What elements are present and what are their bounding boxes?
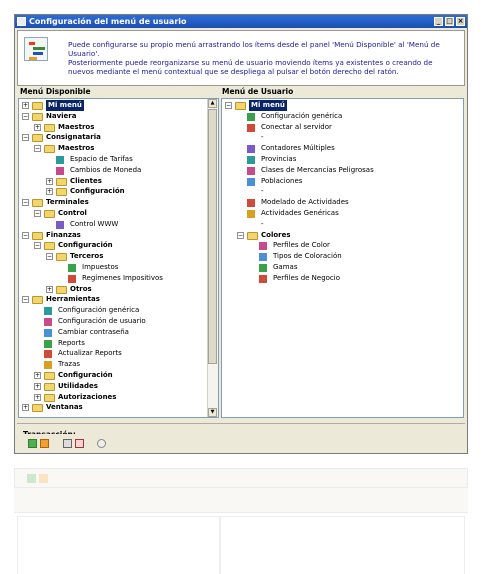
menu-item-icon xyxy=(68,264,76,272)
folder-icon xyxy=(44,394,55,402)
tree-item-label: Clases de Mercancías Peligrosas xyxy=(261,165,374,174)
menu-item-icon xyxy=(44,340,52,348)
tree-item-label: Contadores Múltiples xyxy=(261,144,335,153)
left-panel-title: Menú Disponible xyxy=(20,87,91,96)
tree-item-label: Configuración xyxy=(58,371,113,379)
expand-icon[interactable]: + xyxy=(35,393,41,401)
tree-item-label: Mi menú xyxy=(251,101,285,109)
expand-icon[interactable]: + xyxy=(47,285,53,293)
folder-icon xyxy=(32,296,43,304)
menu-item-icon xyxy=(259,242,267,250)
accept-icon[interactable] xyxy=(28,439,37,448)
tree-item-label: Ventanas xyxy=(46,403,83,412)
folder-icon xyxy=(44,383,55,391)
menu-item-icon xyxy=(44,318,52,326)
help-icon[interactable] xyxy=(97,439,106,448)
info-line-2: Posteriormente puede reorganizarse su menú de usuario moviendo ítems ya existentes o creando de nuevos mediante el menú contextual que se despliega al pulsar el botón derecho del ratón. xyxy=(68,58,433,76)
collapse-icon[interactable]: − xyxy=(238,231,244,239)
tree-item-label: Modelado de Actividades xyxy=(261,198,349,207)
bottom-toolbar xyxy=(14,434,468,454)
collapse-icon[interactable]: − xyxy=(23,112,29,120)
menu-item-icon xyxy=(247,145,255,153)
cancel-icon[interactable] xyxy=(40,439,49,448)
folder-icon xyxy=(44,145,55,153)
user-menu-tree[interactable] xyxy=(221,98,464,418)
collapse-icon[interactable]: − xyxy=(35,242,41,250)
folder-icon xyxy=(247,232,258,240)
info-panel xyxy=(17,30,465,86)
scroll-up-button[interactable]: ▲ xyxy=(208,99,217,108)
menu-item-icon xyxy=(247,124,255,132)
config-window xyxy=(14,14,468,454)
folder-icon xyxy=(32,134,43,142)
expand-icon[interactable]: + xyxy=(35,372,41,379)
tree-item-label: Autorizaciones xyxy=(58,392,117,401)
folder-icon xyxy=(44,242,55,250)
tree-item-label: - xyxy=(261,219,264,228)
folder-icon xyxy=(56,188,67,196)
menu-item-icon xyxy=(247,156,255,164)
scroll-thumb[interactable] xyxy=(208,109,217,364)
tree-item-label: Actualizar Reports xyxy=(58,349,122,358)
tree-item-label: Tipos de Coloración xyxy=(273,252,342,261)
tree-item-label: Control xyxy=(58,209,87,217)
tree-item-label: Utilidades xyxy=(58,381,98,390)
folder-icon xyxy=(32,404,43,412)
menu-item-icon xyxy=(56,221,64,229)
tree-item-label: Reports xyxy=(58,338,85,347)
tree-item-label: Provincias xyxy=(261,155,297,163)
folder-icon xyxy=(44,210,55,218)
tree-item-label: Clientes xyxy=(70,176,102,185)
menu-item-icon xyxy=(259,275,267,283)
menu-item-icon xyxy=(68,275,76,283)
available-menu-tree[interactable] xyxy=(18,98,219,418)
info-line-1: Puede configurarse su propio menú arrastrando los ítems desde el panel 'Menú Disponible' al 'Menú de Usuario'. xyxy=(68,40,440,58)
title-bar xyxy=(15,15,467,28)
tree-item-label: Otros xyxy=(70,284,92,293)
refresh-icon[interactable] xyxy=(63,439,72,448)
collapse-icon[interactable]: − xyxy=(23,199,29,207)
tree-item-label: Terminales xyxy=(46,198,89,207)
expand-icon[interactable]: + xyxy=(35,382,41,390)
tree-item-label: Maestros xyxy=(58,122,95,131)
menu-item-icon xyxy=(247,178,255,186)
tree-item-label: Configuración xyxy=(70,187,125,196)
right-panel-title: Menú de Usuario xyxy=(222,87,294,96)
folder-icon xyxy=(56,286,67,294)
tree-item-label: Gamas xyxy=(273,263,298,271)
tree-item-label: - xyxy=(261,187,264,196)
folder-icon xyxy=(32,102,43,110)
tree-item-label: Maestros xyxy=(58,144,95,153)
tree-item-label: Terceros xyxy=(70,252,104,261)
folder-icon xyxy=(56,253,67,261)
folder-icon xyxy=(56,178,67,186)
folder-icon xyxy=(32,199,43,207)
folder-icon xyxy=(32,232,43,240)
menu-item-icon xyxy=(44,329,52,337)
delete-icon[interactable] xyxy=(75,439,84,448)
folder-icon xyxy=(235,102,246,110)
collapse-icon[interactable]: − xyxy=(35,145,41,153)
expand-icon[interactable]: + xyxy=(23,404,29,412)
menu-item-icon xyxy=(247,167,255,175)
expand-icon[interactable]: + xyxy=(35,123,41,131)
collapse-icon[interactable]: − xyxy=(226,102,232,109)
tree-item-label: Control WWW xyxy=(70,219,119,228)
tree-item-label: Configuración de usuario xyxy=(58,317,146,325)
folder-icon xyxy=(32,113,43,121)
menu-item-icon xyxy=(44,361,52,369)
menu-config-icon xyxy=(24,37,48,61)
tree-item-label: Actividades Genéricas xyxy=(261,209,339,217)
tree-item-label: Perfiles de Negocio xyxy=(273,273,341,282)
tree-item-label: Conectar al servidor xyxy=(261,122,332,131)
expand-icon[interactable]: + xyxy=(47,188,53,196)
window-reflection xyxy=(14,468,468,574)
collapse-icon[interactable]: − xyxy=(23,231,29,239)
tree-item-label: Configuración genérica xyxy=(261,111,343,120)
expand-icon[interactable]: + xyxy=(47,177,53,185)
tree-item-label: - xyxy=(261,133,264,142)
tree-item-label: Trazas xyxy=(58,360,81,369)
tree-item-label: Perfiles de Color xyxy=(273,241,330,250)
tree-item-label: Regímenes Impositivos xyxy=(82,273,163,282)
menu-item-icon xyxy=(259,253,267,261)
close-button[interactable]: × xyxy=(457,17,464,25)
tree-item-label: Mi menú xyxy=(48,101,82,109)
tree-item-label: Finanzas xyxy=(46,230,81,239)
minimize-button[interactable]: _ xyxy=(434,17,443,26)
vertical-scrollbar[interactable] xyxy=(207,99,218,417)
tree-item-label: Consignataria xyxy=(46,133,101,142)
maximize-button[interactable]: □ xyxy=(446,17,453,25)
menu-item-icon xyxy=(259,264,267,272)
collapse-icon[interactable]: − xyxy=(23,134,29,142)
folder-icon xyxy=(44,124,55,132)
expand-icon[interactable]: + xyxy=(23,102,29,109)
tree-item-label: Colores xyxy=(261,230,291,239)
tree-item-label: Configuración genérica xyxy=(58,306,140,315)
collapse-icon[interactable]: − xyxy=(35,210,41,217)
menu-item-icon xyxy=(56,156,64,164)
tree-item-label: Naviera xyxy=(46,111,77,120)
menu-item-icon xyxy=(44,350,52,358)
tree-item-label: Herramientas xyxy=(46,295,100,304)
tree-item-label: Impuestos xyxy=(82,263,119,271)
tree-item-label: Cambios de Moneda xyxy=(70,165,142,174)
scroll-down-button[interactable]: ▼ xyxy=(208,408,217,417)
menu-item-icon xyxy=(247,210,255,218)
menu-item-icon xyxy=(247,199,255,207)
collapse-icon[interactable]: − xyxy=(23,296,29,304)
menu-item-icon xyxy=(247,113,255,121)
tree-item-label: Poblaciones xyxy=(261,176,303,185)
tree-item-label: Cambiar contraseña xyxy=(58,327,129,336)
menu-item-icon xyxy=(44,307,52,315)
tree-item-label: Configuración xyxy=(58,241,113,250)
menu-item-icon xyxy=(56,167,64,175)
window-title: Configuración del menú de usuario xyxy=(29,17,187,26)
tree-item-label: Espacio de Tarifas xyxy=(70,155,133,163)
collapse-icon[interactable]: − xyxy=(47,253,53,261)
folder-icon xyxy=(44,372,55,380)
window-icon xyxy=(17,17,26,26)
